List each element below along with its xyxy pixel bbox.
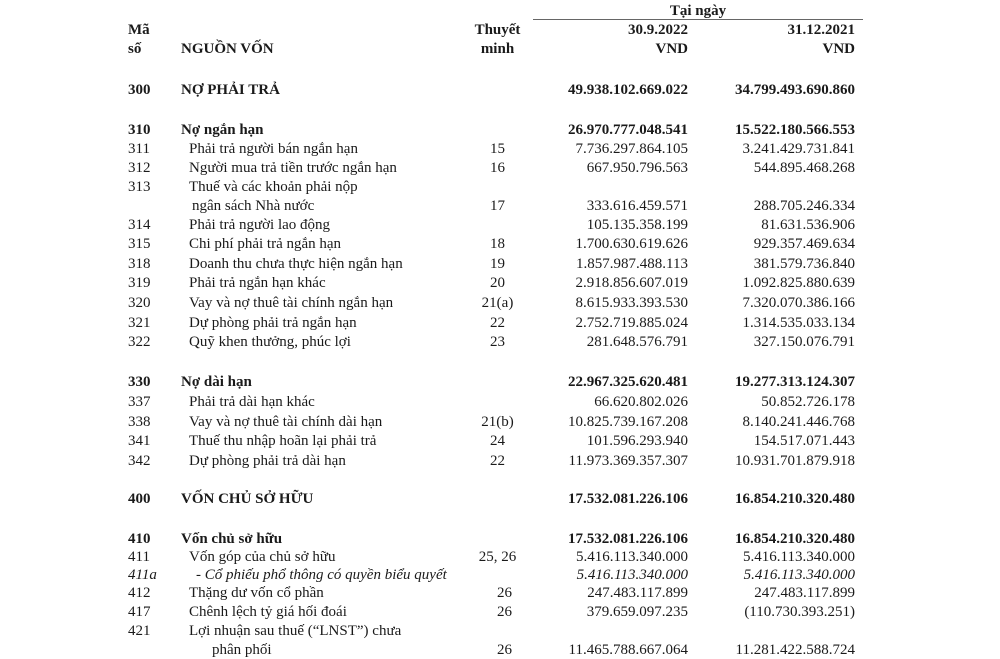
row-value-2022: 10.825.739.167.208 [568, 414, 688, 430]
row-name: - Cổ phiếu phổ thông có quyền biểu quyết [196, 567, 447, 583]
row-code: 411 [128, 549, 150, 565]
row-value-2022: 5.416.113.340.000 [576, 567, 688, 583]
row-code: 342 [128, 453, 151, 469]
row-value-2021: 288.705.246.334 [753, 198, 855, 214]
row-name-continued: ngân sách Nhà nước [192, 198, 315, 214]
header-divider [533, 19, 863, 20]
row-name: Phải trả ngắn hạn khác [189, 275, 326, 291]
row-code: 337 [128, 394, 151, 410]
row-note: 19 [490, 256, 505, 272]
row-code: 410 [128, 531, 151, 547]
row-note: 16 [490, 160, 505, 176]
row-value-2021: 34.799.493.690.860 [735, 82, 855, 98]
row-value-2022: 379.659.097.235 [586, 604, 688, 620]
row-value-2022: 2.752.719.885.024 [575, 315, 688, 331]
row-name: Vay và nợ thuê tài chính ngắn hạn [189, 295, 394, 311]
row-note: 24 [490, 433, 505, 449]
row-value-2021: 381.579.736.840 [753, 256, 855, 272]
row-code: 411a [128, 567, 157, 583]
row-code: 330 [128, 374, 151, 390]
row-value-2022: 101.596.293.940 [586, 433, 688, 449]
row-value-2022: 66.620.802.026 [594, 394, 688, 410]
row-value-2021: 247.483.117.899 [754, 585, 855, 601]
row-code: 400 [128, 491, 151, 507]
row-value-2022: 2.918.856.607.019 [575, 275, 688, 291]
row-value-2022: 281.648.576.791 [586, 334, 688, 350]
row-code: 300 [128, 82, 151, 98]
col1-unit: VND [655, 41, 688, 57]
row-code: 315 [128, 236, 151, 252]
row-value-2021: 19.277.313.124.307 [735, 374, 855, 390]
row-note: 18 [490, 236, 505, 252]
section-header: NGUỒN VỐN [181, 41, 274, 57]
note-header-2: minh [480, 41, 515, 57]
row-value-2021: 1.092.825.880.639 [742, 275, 855, 291]
row-note: 26 [497, 642, 512, 658]
row-value-2022: 247.483.117.899 [587, 585, 688, 601]
row-name-continued: phân phối [212, 642, 272, 658]
row-note: 15 [490, 141, 505, 157]
row-name: VỐN CHỦ SỞ HỮU [181, 491, 314, 507]
row-value-2021: 11.281.422.588.724 [735, 642, 855, 658]
row-code: 412 [128, 585, 151, 601]
col1-date: 30.9.2022 [628, 22, 688, 38]
row-name: Lợi nhuận sau thuế (“LNST”) chưa [189, 623, 402, 639]
row-value-2021: 5.416.113.340.000 [743, 567, 855, 583]
row-value-2021: 544.895.468.268 [753, 160, 855, 176]
row-name: Vay và nợ thuê tài chính dài hạn [189, 414, 383, 430]
row-name: Thuế thu nhập hoãn lại phải trả [189, 433, 377, 449]
row-name: Chênh lệch tỷ giá hối đoái [189, 604, 347, 620]
note-header-1: Thuyết [474, 22, 521, 38]
row-value-2022: 667.950.796.563 [586, 160, 688, 176]
row-name: Nợ dài hạn [181, 374, 252, 390]
row-value-2021: 1.314.535.033.134 [742, 315, 855, 331]
row-name: Chi phí phải trả ngắn hạn [189, 236, 342, 252]
row-name: Nợ ngắn hạn [181, 122, 264, 138]
row-value-2022: 17.532.081.226.106 [568, 491, 688, 507]
row-name: Dự phòng phải trả dài hạn [189, 453, 346, 469]
row-value-2021: 16.854.210.320.480 [735, 531, 855, 547]
row-note: 23 [490, 334, 505, 350]
row-value-2022: 333.616.459.571 [586, 198, 688, 214]
row-name: Vốn chủ sở hữu [181, 531, 283, 547]
row-note: 21(a) [481, 295, 514, 311]
row-code: 318 [128, 256, 151, 272]
row-name: Thặng dư vốn cổ phần [189, 585, 324, 601]
row-value-2021: 81.631.536.906 [761, 217, 855, 233]
row-note: 17 [490, 198, 505, 214]
row-code: 321 [128, 315, 151, 331]
date-group-label: Tại ngày [669, 3, 727, 19]
row-code: 421 [128, 623, 151, 639]
row-value-2022: 11.973.369.357.307 [568, 453, 688, 469]
row-code: 320 [128, 295, 151, 311]
row-name: Doanh thu chưa thực hiện ngắn hạn [189, 256, 403, 272]
row-code: 322 [128, 334, 151, 350]
col2-unit: VND [822, 41, 855, 57]
row-value-2021: 7.320.070.386.166 [742, 295, 855, 311]
row-note: 26 [497, 585, 512, 601]
col2-date: 31.12.2021 [787, 22, 855, 38]
row-code: 338 [128, 414, 151, 430]
row-name: NỢ PHẢI TRẢ [181, 82, 280, 98]
row-name: Quỹ khen thưởng, phúc lợi [189, 334, 351, 350]
row-value-2021: 16.854.210.320.480 [735, 491, 855, 507]
row-value-2022: 11.465.788.667.064 [568, 642, 688, 658]
row-code: 319 [128, 275, 151, 291]
row-value-2021: 15.522.180.566.553 [735, 122, 855, 138]
row-name: Thuế và các khoản phải nộp [189, 179, 358, 195]
row-name: Phải trả người bán ngắn hạn [189, 141, 358, 157]
row-value-2022: 1.700.630.619.626 [575, 236, 688, 252]
row-name: Dự phòng phải trả ngắn hạn [189, 315, 357, 331]
row-value-2021: 154.517.071.443 [753, 433, 855, 449]
row-note: 26 [497, 604, 512, 620]
row-note: 22 [490, 453, 505, 469]
row-code: 313 [128, 179, 151, 195]
row-value-2021: 8.140.241.446.768 [742, 414, 855, 430]
code-header-2: số [128, 41, 142, 57]
row-value-2022: 1.857.987.488.113 [576, 256, 688, 272]
row-note: 21(b) [481, 414, 514, 430]
row-value-2022: 5.416.113.340.000 [576, 549, 688, 565]
row-code: 312 [128, 160, 151, 176]
code-header-1: Mã [128, 22, 150, 38]
row-name: Phải trả người lao động [189, 217, 331, 233]
row-name: Phải trả dài hạn khác [189, 394, 315, 410]
row-value-2021: 5.416.113.340.000 [743, 549, 855, 565]
row-value-2022: 49.938.102.669.022 [568, 82, 688, 98]
row-value-2021: (110.730.393.251) [744, 604, 855, 620]
row-value-2021: 929.357.469.634 [753, 236, 855, 252]
row-note: 22 [490, 315, 505, 331]
row-value-2022: 22.967.325.620.481 [568, 374, 688, 390]
row-code: 310 [128, 122, 151, 138]
row-note: 20 [490, 275, 505, 291]
row-value-2021: 327.150.076.791 [753, 334, 855, 350]
row-value-2022: 26.970.777.048.541 [568, 122, 688, 138]
row-value-2022: 105.135.358.199 [586, 217, 688, 233]
row-code: 311 [128, 141, 150, 157]
row-value-2021: 3.241.429.731.841 [742, 141, 855, 157]
row-note: 25, 26 [478, 549, 517, 565]
row-value-2021: 10.931.701.879.918 [735, 453, 855, 469]
row-code: 314 [128, 217, 151, 233]
row-name: Người mua trả tiền trước ngắn hạn [189, 160, 397, 176]
row-code: 417 [128, 604, 151, 620]
row-value-2021: 50.852.726.178 [761, 394, 855, 410]
row-name: Vốn góp của chủ sở hữu [189, 549, 336, 565]
row-value-2022: 7.736.297.864.105 [575, 141, 688, 157]
row-value-2022: 8.615.933.393.530 [575, 295, 688, 311]
row-value-2022: 17.532.081.226.106 [568, 531, 688, 547]
row-code: 341 [128, 433, 151, 449]
